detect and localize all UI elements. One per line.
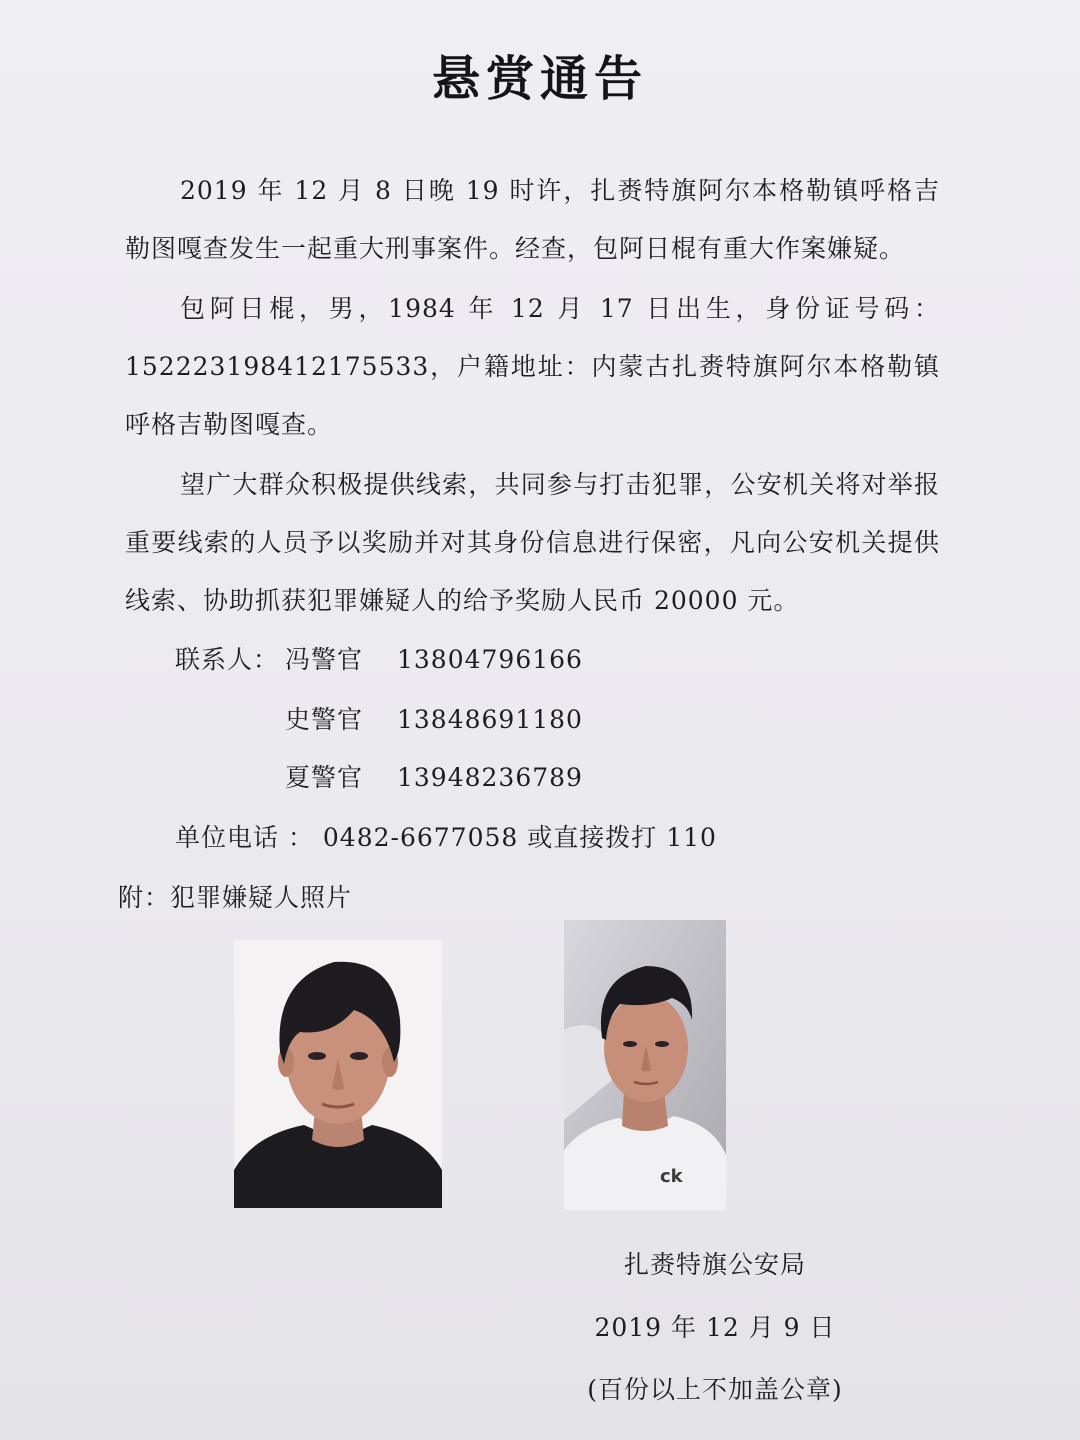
contact-phone: 13848691180 [397, 705, 583, 734]
contact-name: 史警官 [285, 705, 364, 734]
suspect-portrait-photo [234, 940, 442, 1208]
portrait-illustration [234, 940, 442, 1208]
suspect-info-paragraph: 包阿日棍，男，1984 年 12 月 17 日出生，身份证号码：152223198412175533，户籍地址：内蒙古扎赉特旗阿尔本格勒镇呼格吉勒图嘎查。 [125, 294, 940, 439]
suspect-selfie-photo [564, 920, 726, 1210]
contact-name: 夏警官 [285, 763, 364, 792]
issuing-agency: 扎赉特旗公安局 [623, 1250, 806, 1279]
contact-name: 冯警官 [285, 645, 364, 674]
unit-phone-line: 单位电话 ： 0482-6677058 或直接拨打 110 [175, 823, 717, 852]
contact-phone: 13948236789 [397, 763, 583, 792]
contact-row [285, 700, 583, 736]
contact-phone: 13804796166 [397, 645, 583, 674]
seal-note: (百份以上不加盖公章) [587, 1375, 843, 1404]
contact-row [175, 640, 583, 676]
notice-title: 悬赏通告 [431, 51, 648, 107]
contact-label: 联系人： [175, 645, 280, 674]
selfie-illustration [564, 920, 726, 1210]
shirt-logo-text: ck [660, 1166, 683, 1187]
reward-paragraph: 望广大群众积极提供线索，共同参与打击犯罪，公安机关将对举报重要线索的人员予以奖励并对其身份信息进行保密，凡向公安机关提供线索、协助抓获犯罪嫌疑人的给予奖励人民币 20000 元。 [125, 470, 940, 615]
case-paragraph: 2019 年 12 月 8 日晚 19 时许，扎赉特旗阿尔本格勒镇呼格吉勒图嘎查发生一起重大刑事案件。经查，包阿日棍有重大作案嫌疑。 [125, 176, 940, 263]
issue-date: 2019 年 12 月 9 日 [594, 1313, 836, 1342]
contact-row [285, 758, 583, 794]
attachment-caption: 附：犯罪嫌疑人照片 [118, 883, 353, 912]
